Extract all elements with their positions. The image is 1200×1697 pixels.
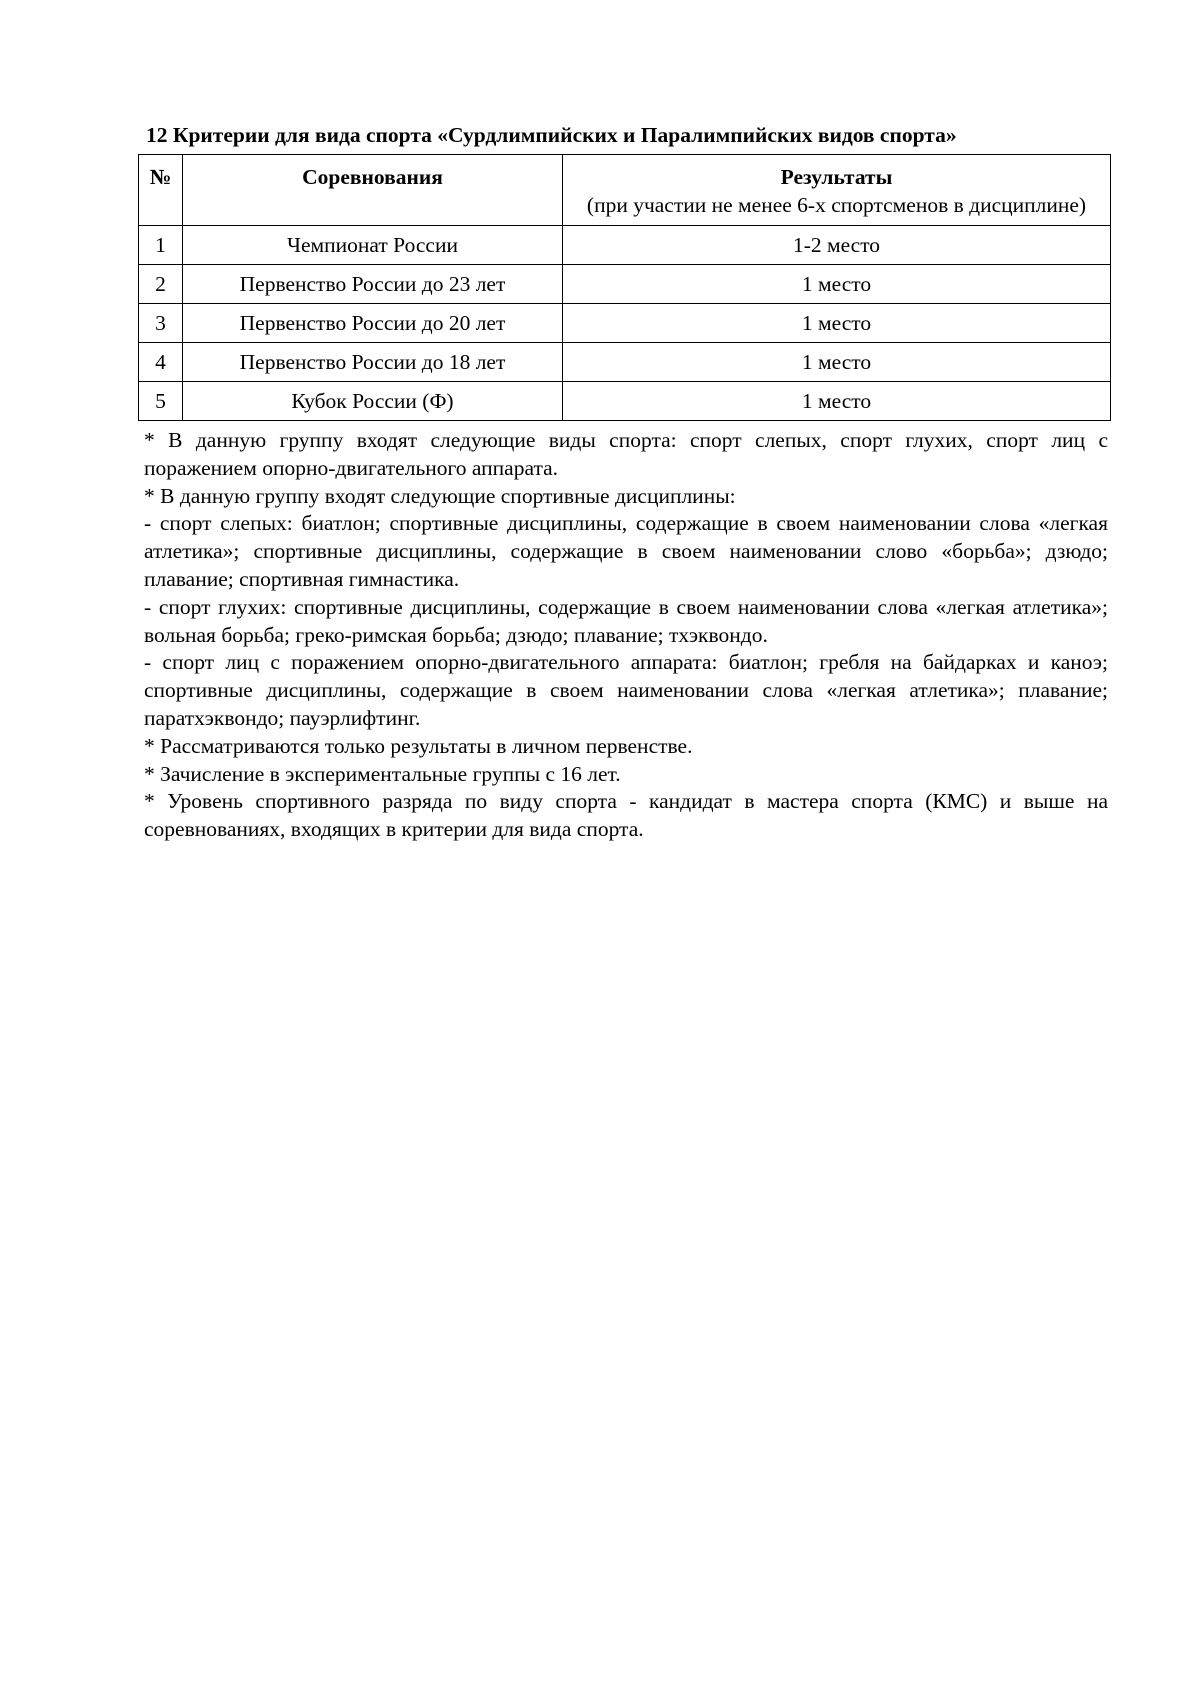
- row-competition: Чемпионат России: [183, 226, 563, 265]
- header-results-note: (при участии не менее 6-х спортсменов в дисциплине): [586, 193, 1087, 217]
- row-result: 1 место: [563, 304, 1111, 343]
- document-title: 12 Критерии для вида спорта «Сурдлимпийских и Паралимпийских видов спорта»: [146, 123, 957, 147]
- row-number: 4: [139, 343, 183, 382]
- note-individual-results: * Рассматриваются только результаты в личном первенстве.: [144, 733, 693, 758]
- notes-section: [138, 427, 1110, 844]
- row-number: 2: [139, 265, 183, 304]
- row-result: 1 место: [563, 343, 1111, 382]
- note-blind-sports: - спорт слепых: биатлон; спортивные дисциплины, содержащие в своем наименовании слова «легкая атлетика»; спортивные дисциплины, содержащие в своем наименовании слово «борьба»; дзюдо; плавание; спортивная гимнастика.: [144, 511, 1108, 591]
- row-competition: Первенство России до 20 лет: [183, 304, 563, 343]
- table-row: [139, 304, 1111, 343]
- note-sports-group: * В данную группу входят следующие виды спорта: спорт слепых, спорт глухих, спорт лиц с поражением опорно-двигательного аппарата.: [144, 428, 1108, 480]
- table-row: [139, 382, 1111, 421]
- criteria-table: [138, 154, 1111, 421]
- row-competition: Кубок России (Ф): [183, 382, 563, 421]
- table-row: [139, 343, 1111, 382]
- row-result: 1 место: [563, 382, 1111, 421]
- row-competition: Первенство России до 18 лет: [183, 343, 563, 382]
- note-disciplines-intro: * В данную группу входят следующие спортивные дисциплины:: [144, 483, 736, 508]
- header-competitions-label: Соревнования: [302, 165, 443, 189]
- row-competition: Первенство России до 23 лет: [183, 265, 563, 304]
- document-page: [138, 120, 1110, 844]
- note-rank-level: * Уровень спортивного разряда по виду спорта - кандидат в мастера спорта (КМС) и выше на соревнованиях, входящих в критерии для вида спорта.: [144, 789, 1108, 842]
- table-row: [139, 226, 1111, 265]
- row-result: 1 место: [563, 265, 1111, 304]
- note-deaf-sports: - спорт глухих: спортивные дисциплины, содержащие в своем наименовании слова «легкая атлетика»; вольная борьба; греко-римская борьба; дзюдо; плавание; тхэквондо.: [144, 594, 1108, 647]
- header-number-label: №: [149, 165, 172, 189]
- table-row: [139, 265, 1111, 304]
- table-header-row: [139, 155, 1111, 226]
- header-results-label: Результаты: [780, 165, 893, 189]
- row-number: 5: [139, 382, 183, 421]
- header-number: [139, 155, 183, 226]
- header-results: [563, 155, 1111, 226]
- row-result: 1-2 место: [563, 226, 1111, 265]
- row-number: 1: [139, 226, 183, 265]
- header-competitions: [183, 155, 563, 226]
- note-enrollment-age: * Зачисление в экспериментальные группы с 16 лет.: [144, 761, 621, 786]
- note-musculoskeletal-sports: - спорт лиц с поражением опорно-двигательного аппарата: биатлон; гребля на байдарках и каноэ; спортивные дисциплины, содержащие в своем наименовании слова «легкая атлетика»; плавание; паратхэквондо; пауэрлифтинг.: [144, 650, 1108, 730]
- row-number: 3: [139, 304, 183, 343]
